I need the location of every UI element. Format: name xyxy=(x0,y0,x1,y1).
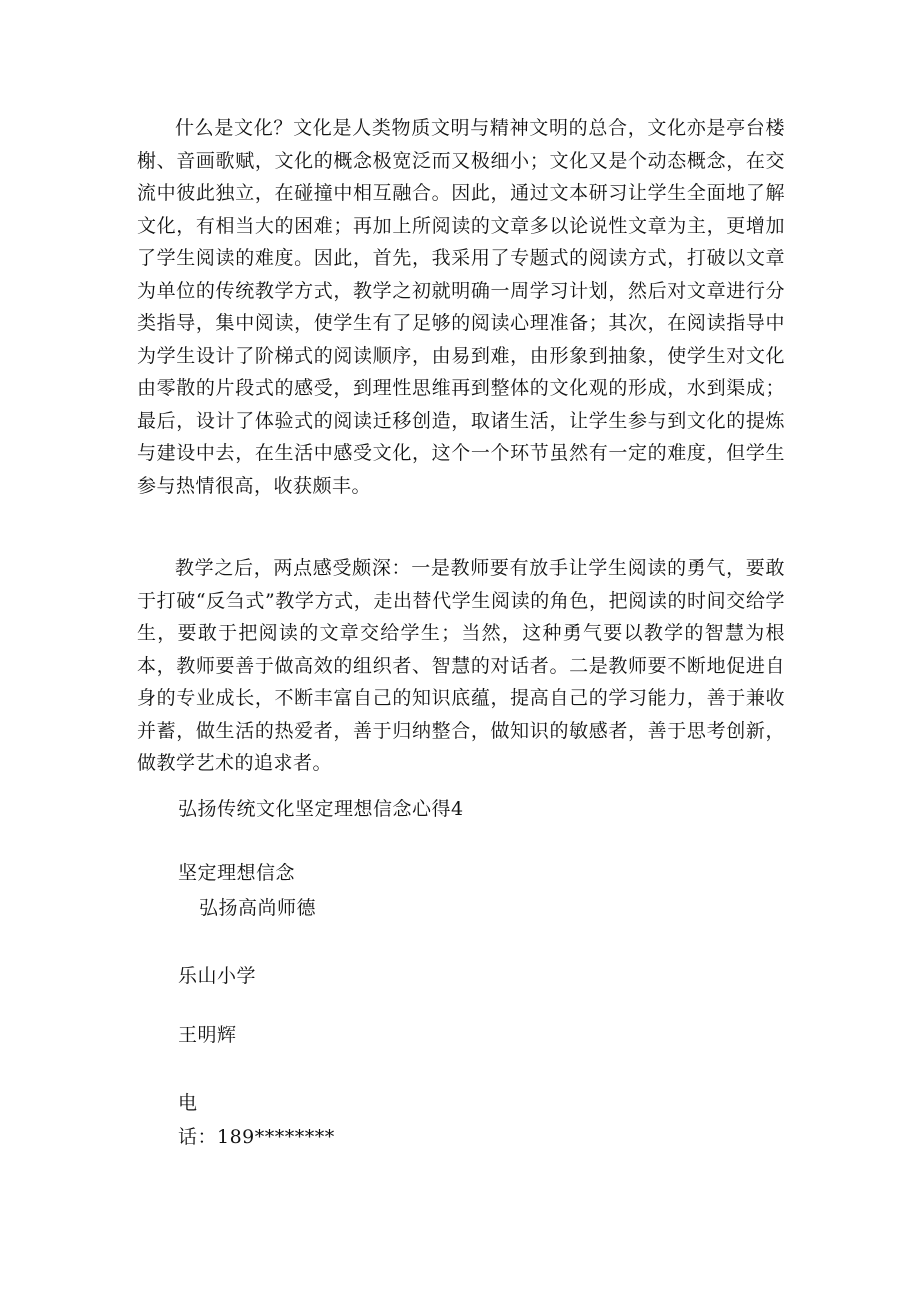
phone-label: 电 xyxy=(178,1092,198,1114)
author-name: 王明辉 xyxy=(178,1024,237,1046)
paragraph-2: 教学之后，两点感受颇深：一是教师要有放手让学生阅读的勇气，要敢于打破“反刍式”教学方式，走出替代学生阅读的角色，把阅读的时间交给学生，要敢于把阅读的文章交给学生；当然，这种勇气要以教学的智慧为根本，教师要善于做高效的组织者、智慧的对话者。二是教师要不断地促进自身的专业成长，不断丰富自己的知识底蕴，提高自己的学习能力，善于兼收并蓄，做生活的热爱者，善于归纳整合，做知识的敏感者，善于思考创新，做教学艺术的追求者。 xyxy=(137,557,785,774)
paragraph-1: 什么是文化？文化是人类物质文明与精神文明的总合，文化亦是亭台楼榭、音画歌赋，文化的概念极宽泛而又极细小；文化又是个动态概念，在交流中彼此独立，在碰撞中相互融合。因此，通过文本研习让学生全面地了解文化，有相当大的困难；再加上所阅读的文章多以论说性文章为主，更增加了学生阅读的难度。因此，首先，我采用了专题式的阅读方式，打破以文章为单位的传统教学方式，教学之初就明确一周学习计划，然后对文章进行分类指导，集中阅读，使学生有了足够的阅读心理准备；其次，在阅读指导中为学生设计了阶梯式的阅读顺序，由易到难，由形象到抽象，使学生对文化由零散的片段式的感受，到理性思维再到整体的文化观的形成，水到渠成；最后，设计了体验式的阅读迁移创造，取诸生活，让学生参与到文化的提炼与建设中去，在生活中感受文化，这个一个环节虽然有一定的难度，但学生参与热情很高，收获颇丰。 xyxy=(137,117,785,497)
school-name: 乐山小学 xyxy=(178,965,257,987)
heading-line-1: 坚定理想信念 xyxy=(178,862,296,884)
heading-line-2: 弘扬高尚师德 xyxy=(199,897,317,919)
phone-number: 话：189******** xyxy=(178,1126,335,1148)
section-title: 弘扬传统文化坚定理想信念心得4 xyxy=(178,798,464,820)
